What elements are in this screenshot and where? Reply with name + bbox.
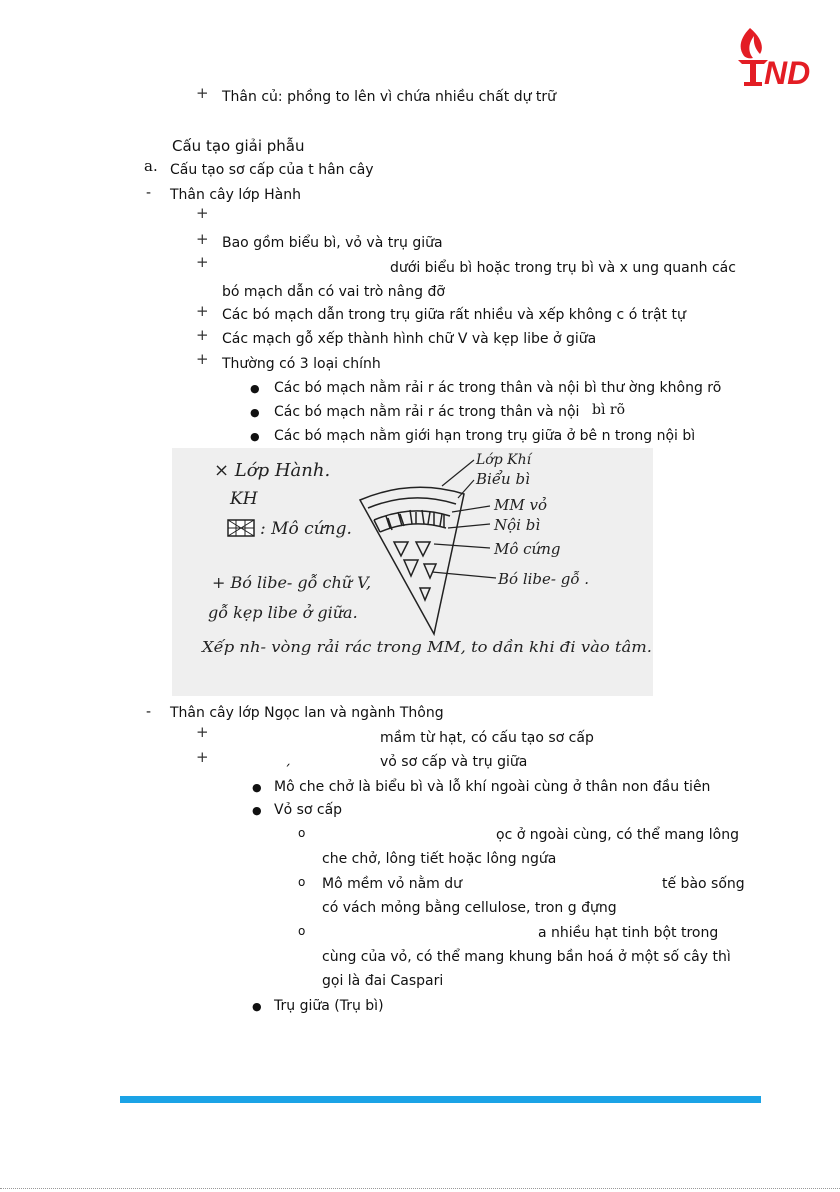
text-line: ọc ở ngoài cùng, có thể mang lông	[496, 827, 739, 843]
text-line: a nhiều hạt tinh bột trong	[538, 925, 719, 941]
text-line: gọi là đai Caspari	[322, 973, 444, 989]
plus-marker: +	[196, 84, 209, 102]
page-bottom-border	[0, 1188, 840, 1189]
sketch-label: Mô cứng	[494, 540, 561, 558]
text-line: Bao gồm biểu bì, vỏ và trụ giữa	[222, 235, 443, 251]
subsection-heading: Cấu tạo sơ cấp của t hân cây	[170, 162, 374, 178]
dash-marker: -	[146, 704, 152, 720]
sketch-note-abbr: KH	[230, 489, 258, 509]
text-line: bó mạch dẫn có vai trò nâng đỡ	[222, 284, 445, 300]
text-fragment: ˏ	[284, 751, 291, 767]
text-line: Các mạch gỗ xếp thành hình chữ V và kẹp libe ở giữa	[222, 331, 597, 347]
plus-marker: +	[196, 230, 209, 248]
dash-marker: -	[146, 185, 152, 201]
footer-bar	[120, 1096, 761, 1103]
sketch-label: Bó libe- gỗ .	[498, 570, 590, 588]
plus-marker: +	[196, 253, 209, 271]
bullet-marker: ●	[250, 430, 260, 443]
plus-marker: +	[196, 350, 209, 368]
section-heading: Cấu tạo giải phẫu	[172, 137, 305, 155]
text-line: Mô che chở là biểu bì và lỗ khí ngoài cùng ở thân non đầu tiên	[274, 779, 711, 795]
bullet-marker: ●	[250, 406, 260, 419]
circle-marker: o	[298, 826, 306, 840]
text-line: che chở, lông tiết hoặc lông ngứa	[322, 851, 557, 867]
sketch-note-1: + Bó libe- gỗ chữ V,	[212, 573, 372, 592]
sclerenchyma-swatch-icon	[228, 520, 254, 536]
stem-wedge-drawing	[360, 487, 464, 634]
sketch-note-3: Xếp nh- vòng rải rác trong MM, to dần khi đi vào tâm.	[200, 638, 652, 656]
text-line: mầm từ hạt, có cấu tạo sơ cấp	[380, 730, 594, 746]
circle-marker: o	[298, 875, 306, 889]
sketch-label: Lớp Khí	[476, 452, 532, 468]
plus-marker: +	[196, 723, 209, 741]
sketch-note-2: gỗ kẹp libe ở giữa.	[208, 603, 358, 622]
bullet-marker: ●	[250, 382, 260, 395]
logo-lettering: ND	[764, 55, 811, 90]
plus-marker: +	[196, 204, 209, 222]
sketch-note-legend: : Mô cứng.	[260, 519, 352, 539]
text-line: Trụ giữa (Trụ bì)	[274, 998, 384, 1014]
text-line: Thường có 3 loại chính	[222, 356, 381, 372]
subsection-heading: Thân cây lớp Hành	[170, 187, 301, 203]
sketch-note-class-title: × Lớp Hành.	[214, 460, 331, 481]
sketch-label: MM vỏ	[494, 496, 547, 514]
text-line: Các bó mạch nằm giới hạn trong trụ giữa ở bê n trong nội bì	[274, 428, 696, 444]
text-line: Các bó mạch nằm rải r ác trong thân và nội	[274, 404, 580, 420]
bullet-marker: ●	[252, 804, 262, 817]
subsection-heading: Thân cây lớp Ngọc lan và ngành Thông	[170, 705, 444, 721]
circle-marker: o	[298, 924, 306, 938]
nd-logo	[728, 24, 820, 90]
text-line: có vách mỏng bằng cellulose, tron g đựng	[322, 900, 617, 916]
text-line: vỏ sơ cấp và trụ giữa	[380, 754, 528, 770]
text-line: Vỏ sơ cấp	[274, 802, 343, 818]
text-line: Các bó mạch nằm rải r ác trong thân và nội bì thư ờng không rõ	[274, 380, 722, 396]
sketch-label: Biểu bì	[476, 470, 530, 488]
text-line: dưới biểu bì hoặc trong trụ bì và x ung quanh các	[390, 260, 736, 276]
plus-marker: +	[196, 326, 209, 344]
text-fragment: bì rõ	[592, 402, 626, 418]
stem-cross-section-sketch	[172, 448, 653, 696]
bullet-marker: ●	[252, 1000, 262, 1013]
list-letter: a.	[144, 157, 158, 175]
text-line: Mô mềm vỏ nằm dư	[322, 876, 463, 892]
text-fragment: tế bào sống	[662, 876, 745, 892]
plus-marker: +	[196, 302, 209, 320]
sketch-label: Nội bì	[494, 516, 541, 534]
text-line: cùng của vỏ, có thể mang khung bần hoá ở một số cây thì	[322, 949, 731, 965]
text-line: Thân củ: phồng to lên vì chứa nhiều chất dự trữ	[222, 89, 557, 105]
plus-marker: +	[196, 748, 209, 766]
text-line: Các bó mạch dẫn trong trụ giữa rất nhiều và xếp không c ó trật tự	[222, 307, 686, 323]
bullet-marker: ●	[252, 781, 262, 794]
